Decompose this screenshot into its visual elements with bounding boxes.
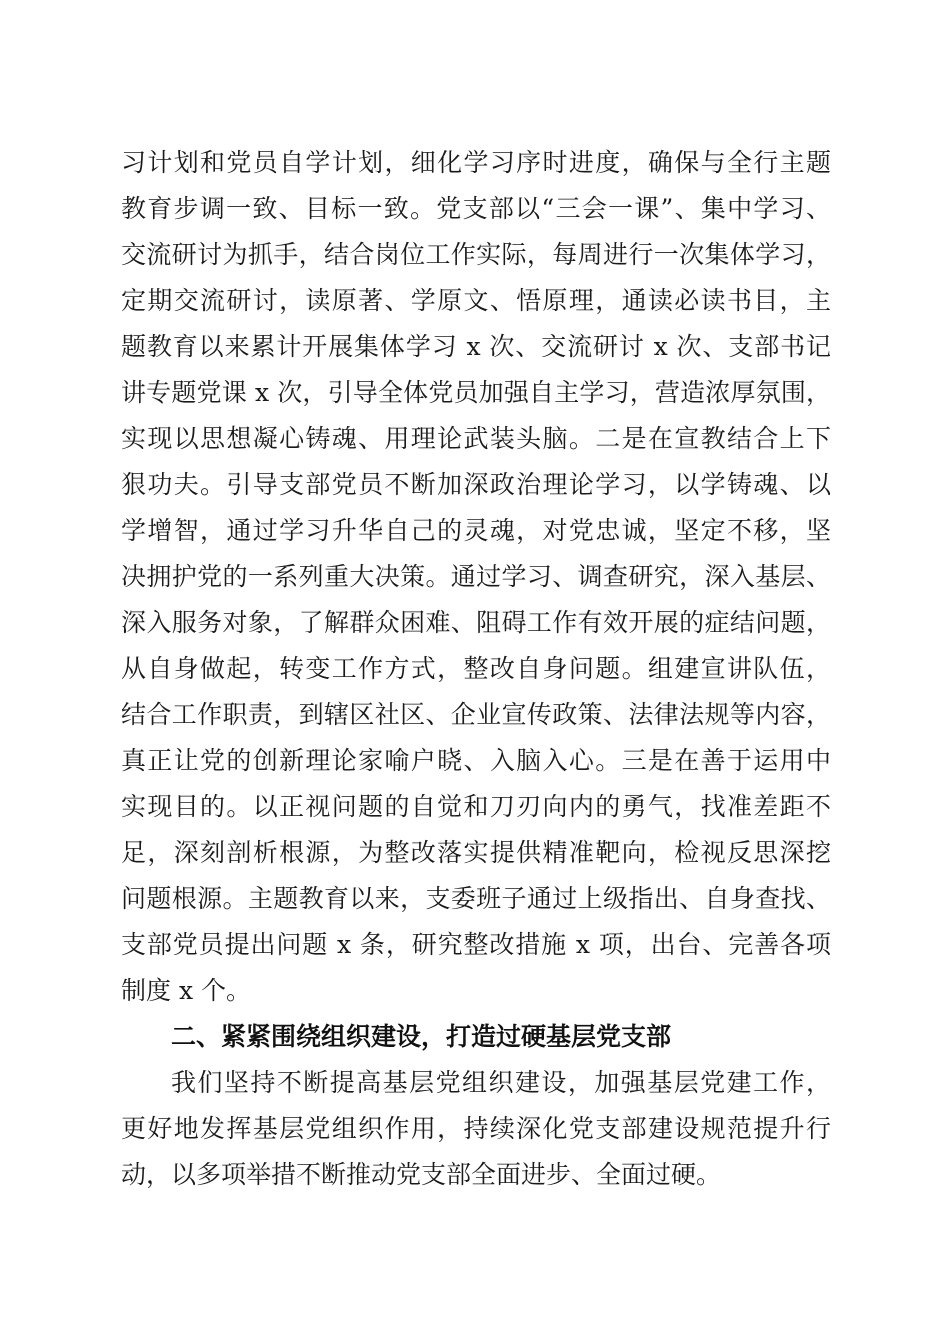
body-text-line: 实现以思想凝心铸魂、用理论武装头脑。二是在宣教结合上下 <box>121 424 831 453</box>
body-text-line: 交流研讨为抓手，结合岗位工作实际，每周进行一次集体学习， <box>121 240 831 269</box>
body-text-line: 深入服务对象，了解群众困难、阻碍工作有效开展的症结问题， <box>121 608 831 637</box>
body-text-line: 习计划和党员自学计划，细化学习序时进度，确保与全行主题 <box>121 148 831 177</box>
body-text-line: 实现目的。以正视问题的自觉和刀刃向内的勇气，找准差距不 <box>121 792 831 821</box>
body-text-line: 真正让党的创新理论家喻户晓、入脑入心。三是在善于运用中 <box>121 746 831 775</box>
body-text-line: 更好地发挥基层党组织作用，持续深化党支部建设规范提升行 <box>121 1114 831 1143</box>
body-text-line: 题教育以来累计开展集体学习 x 次、交流研讨 x 次、支部书记 <box>121 332 831 361</box>
body-text-line: 问题根源。主题教育以来，支委班子通过上级指出、自身查找、 <box>121 884 831 913</box>
body-text-line: 我们坚持不断提高基层党组织建设，加强基层党建工作， <box>171 1068 831 1097</box>
body-text-line: 结合工作职责，到辖区社区、企业宣传政策、法律法规等内容， <box>121 700 831 729</box>
body-text-line: 学增智，通过学习升华自己的灵魂，对党忠诚，坚定不移，坚 <box>121 516 831 545</box>
body-text-line: 支部党员提出问题 x 条，研究整改措施 x 项，出台、完善各项 <box>121 930 831 959</box>
body-text-line: 教育步调一致、目标一致。党支部以“三会一课”、集中学习、 <box>121 194 831 223</box>
body-text-line: 决拥护党的一系列重大决策。通过学习、调查研究，深入基层、 <box>121 562 831 591</box>
body-text-line: 定期交流研讨，读原著、学原文、悟原理，通读必读书目，主 <box>121 286 831 315</box>
body-text-line: 动，以多项举措不断推动党支部全面进步、全面过硬。 <box>121 1160 722 1189</box>
body-text-line: 制度 x 个。 <box>121 976 251 1005</box>
body-text-line: 讲专题党课 x 次，引导全体党员加强自主学习，营造浓厚氛围， <box>121 378 831 407</box>
body-text-line: 从自身做起，转变工作方式，整改自身问题。组建宣讲队伍， <box>121 654 831 683</box>
body-text-line: 狠功夫。引导支部党员不断加深政治理论学习，以学铸魂、以 <box>121 470 831 499</box>
section-heading: 二、紧紧围绕组织建设，打造过硬基层党支部 <box>171 1022 672 1051</box>
body-text-line: 足，深刻剖析根源，为整改落实提供精准靶向，检视反思深挖 <box>121 838 831 867</box>
